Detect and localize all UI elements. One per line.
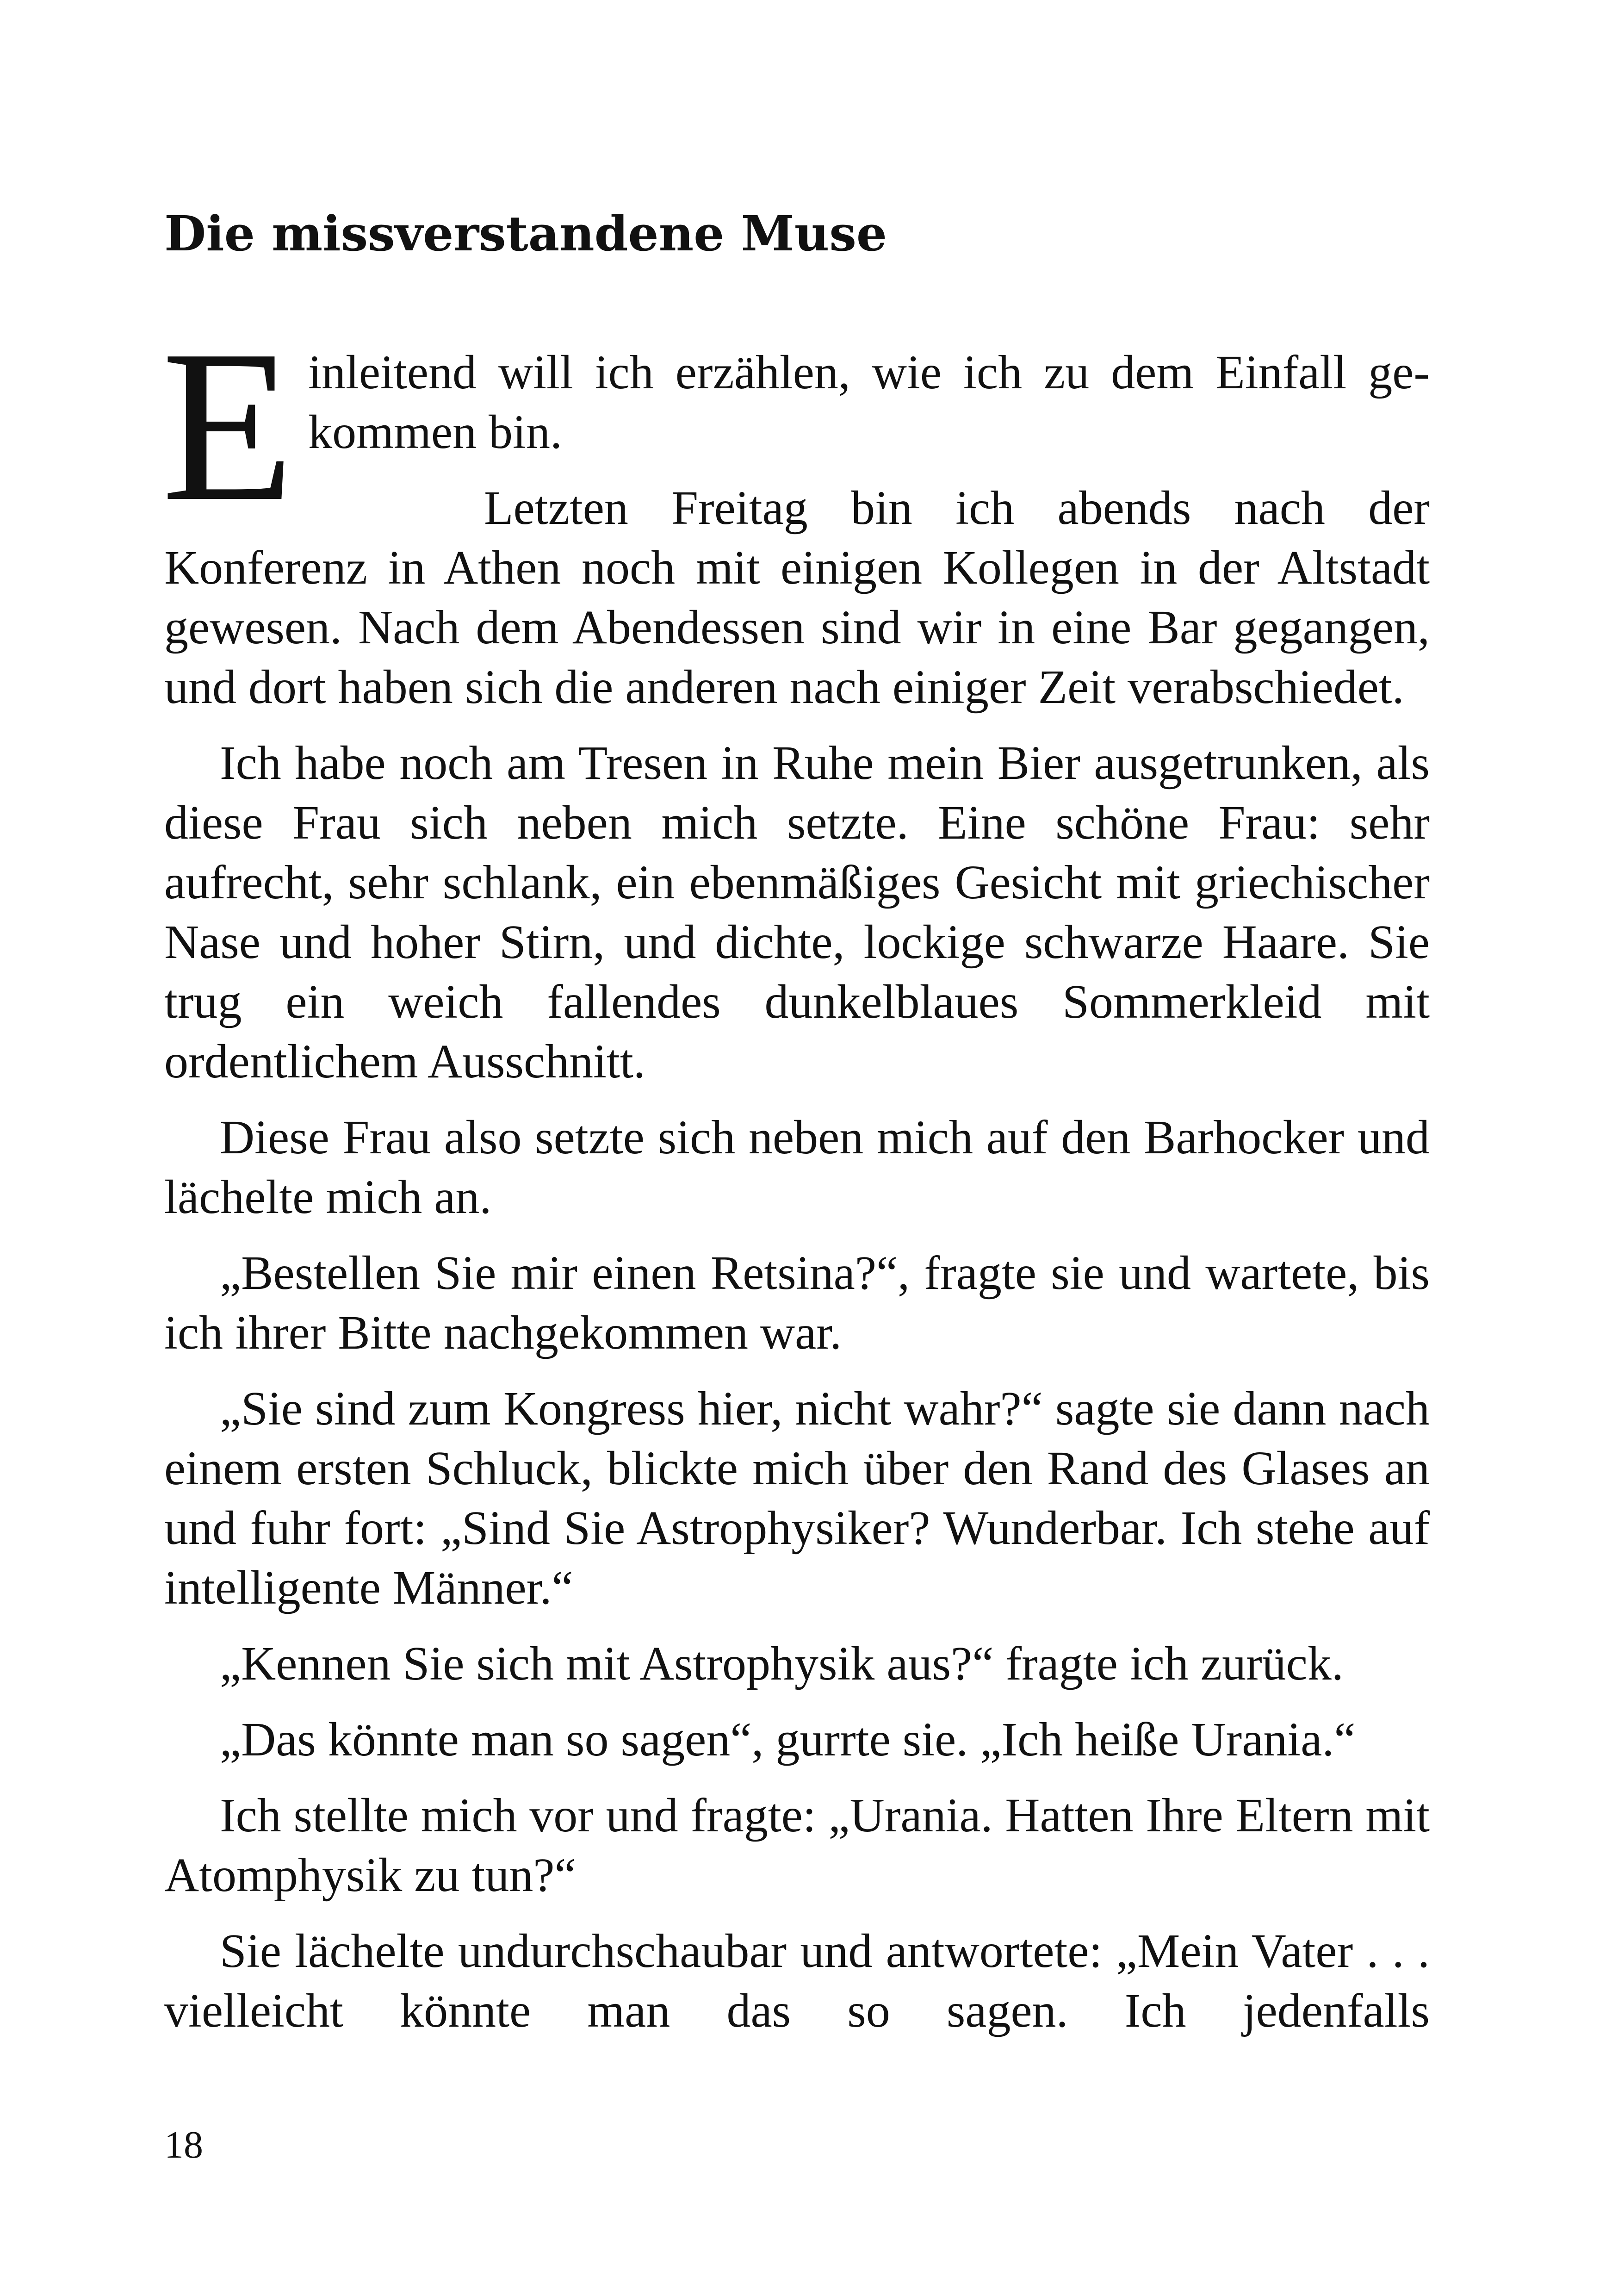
chapter-title: Die missverstandene Muse [164, 205, 887, 262]
paragraph-10: Sie lächelte undurchschaubar und antwortete: „Mein Vater . . . vielleicht könnte man das so sagen. Ich jedenfalls [164, 1924, 1430, 2037]
paragraph-1 [161, 305, 1430, 546]
paragraph-6: „Sie sind zum Kongress hier, nicht wahr?“ sagte sie dann nach einem ersten Schluck, blickte mich über den Rand des Glases an und fuhr fort: „Sind Sie Astrophysiker? Wunderbar. Ich stehe auf intelligente Männer.“ [164, 1382, 1430, 1614]
drop-cap: E [161, 305, 295, 546]
paragraph-7: „Kennen Sie sich mit Astrophysik aus?“ fragte ich zurück. [220, 1637, 1344, 1690]
paragraph-5: „Bestellen Sie mir einen Retsina?“, fragte sie und wartete, bis ich ihrer Bitte nachgekommen war. [164, 1246, 1430, 1359]
paragraph-8: „Das könnte man so sagen“, gurrte sie. „Ich heiße Urania.“ [220, 1713, 1356, 1766]
paragraph-4: Diese Frau also setzte sich neben mich auf den Barhocker und lächelte mich an. [164, 1111, 1430, 1224]
paragraph-2: Letzten Freitag bin ich abends nach der Konferenz in Athen noch mit einigen Kollegen in der Altstadt gewesen. Nach dem Abendessen sind wir in eine Bar gegangen, und dort haben sich die anderen nach einiger Zeit verabschiedet. [164, 481, 1430, 714]
paragraph-1-text: inleitend will ich erzählen, wie ich zu dem Einfall gekommen bin. [308, 346, 1430, 459]
page-number: 18 [164, 2123, 203, 2166]
paragraph-3: Ich habe noch am Tresen in Ruhe mein Bier ausgetrunken, als diese Frau sich neben mich setzte. Eine schöne Frau: sehr aufrecht, sehr schlank, ein ebenmäßiges Gesicht mit griechischer Nase und hoher Stirn, und dichte, lockige schwarze Haare. Sie trug ein weich fallendes dunkelblaues Sommerkleid mit ordentlichem Ausschnitt. [164, 736, 1430, 1088]
body-text [161, 305, 1430, 2057]
paragraph-9: Ich stellte mich vor und fragte: „Urania. Hatten Ihre Eltern mit Atomphysik zu tun?“ [164, 1789, 1430, 1902]
